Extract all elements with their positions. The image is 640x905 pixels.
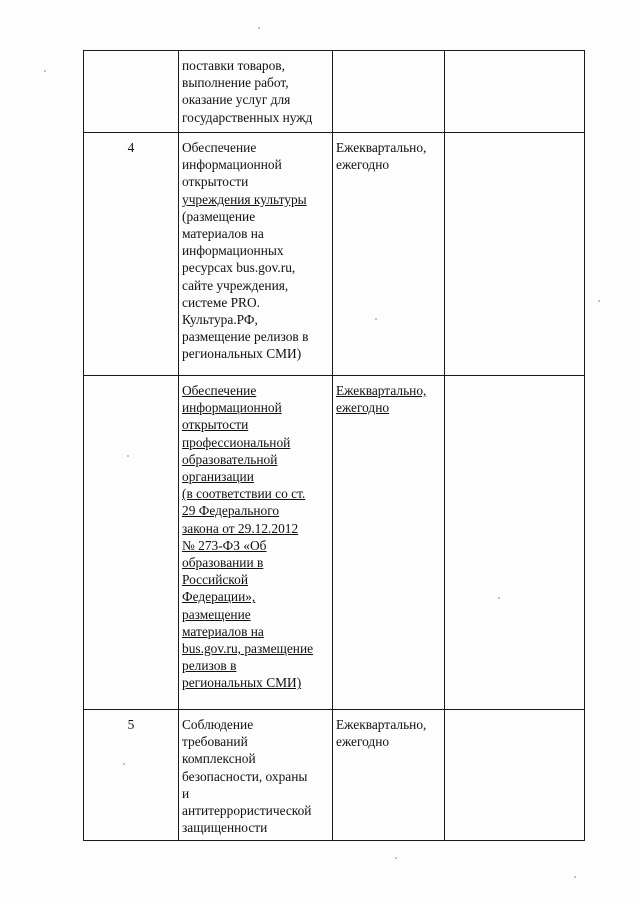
description-text: Соблюдение требований комплексной безопасности, охраны и антитеррористической защищенности <box>182 717 312 836</box>
period-cell <box>333 376 445 710</box>
description-cell <box>179 133 333 376</box>
scan-speck <box>127 455 129 457</box>
table-row <box>84 710 585 841</box>
description-text-part2: (размещение материалов на информационных ресурсах bus.gov.ru, сайте учреждения, системе PRO. Культура.РФ, размещение релизов в региональных СМИ) <box>182 208 309 362</box>
description-text: Обеспечение информационной открытости профессиональной образовательной организации (в соответствии со ст. 29 Федерального закона от 29.12.2012 № 273-ФЗ «Об образовании в Российской Федерации», размещение материалов на bus.gov.ru, размещение релизов в региональных СМИ) <box>182 383 314 691</box>
table-row <box>84 376 585 710</box>
description-cell <box>179 376 333 710</box>
description-text-underlined: учреждения культуры <box>182 191 307 207</box>
scan-speck <box>395 857 397 859</box>
period-text: Ежеквартально, ежегодно <box>336 717 427 750</box>
table-row <box>84 133 585 376</box>
row-number-cell <box>84 51 179 133</box>
scan-speck <box>44 70 46 72</box>
scan-speck <box>598 300 600 302</box>
extra-cell <box>445 133 585 376</box>
period-text: Ежеквартально, ежегодно <box>336 140 427 173</box>
description-text-part1: Обеспечение информационной открытости <box>182 140 282 190</box>
plan-table <box>83 50 585 841</box>
scan-speck <box>574 876 576 878</box>
scan-speck <box>258 27 260 29</box>
description-text: поставки товаров, выполнение работ, оказание услуг для государственных нужд <box>182 58 313 125</box>
extra-cell <box>445 51 585 133</box>
extra-cell <box>445 376 585 710</box>
row-number-cell: 5 <box>84 710 179 841</box>
description-cell <box>179 51 333 133</box>
scan-speck <box>123 763 125 765</box>
table-row <box>84 51 585 133</box>
extra-cell <box>445 710 585 841</box>
period-cell <box>333 51 445 133</box>
scan-speck <box>498 597 500 599</box>
description-cell <box>179 710 333 841</box>
period-cell <box>333 710 445 841</box>
scan-speck <box>375 318 377 320</box>
row-number-cell: 4 <box>84 133 179 376</box>
period-cell <box>333 133 445 376</box>
period-text: Ежеквартально, ежегодно <box>336 383 427 416</box>
row-number-cell <box>84 376 179 710</box>
